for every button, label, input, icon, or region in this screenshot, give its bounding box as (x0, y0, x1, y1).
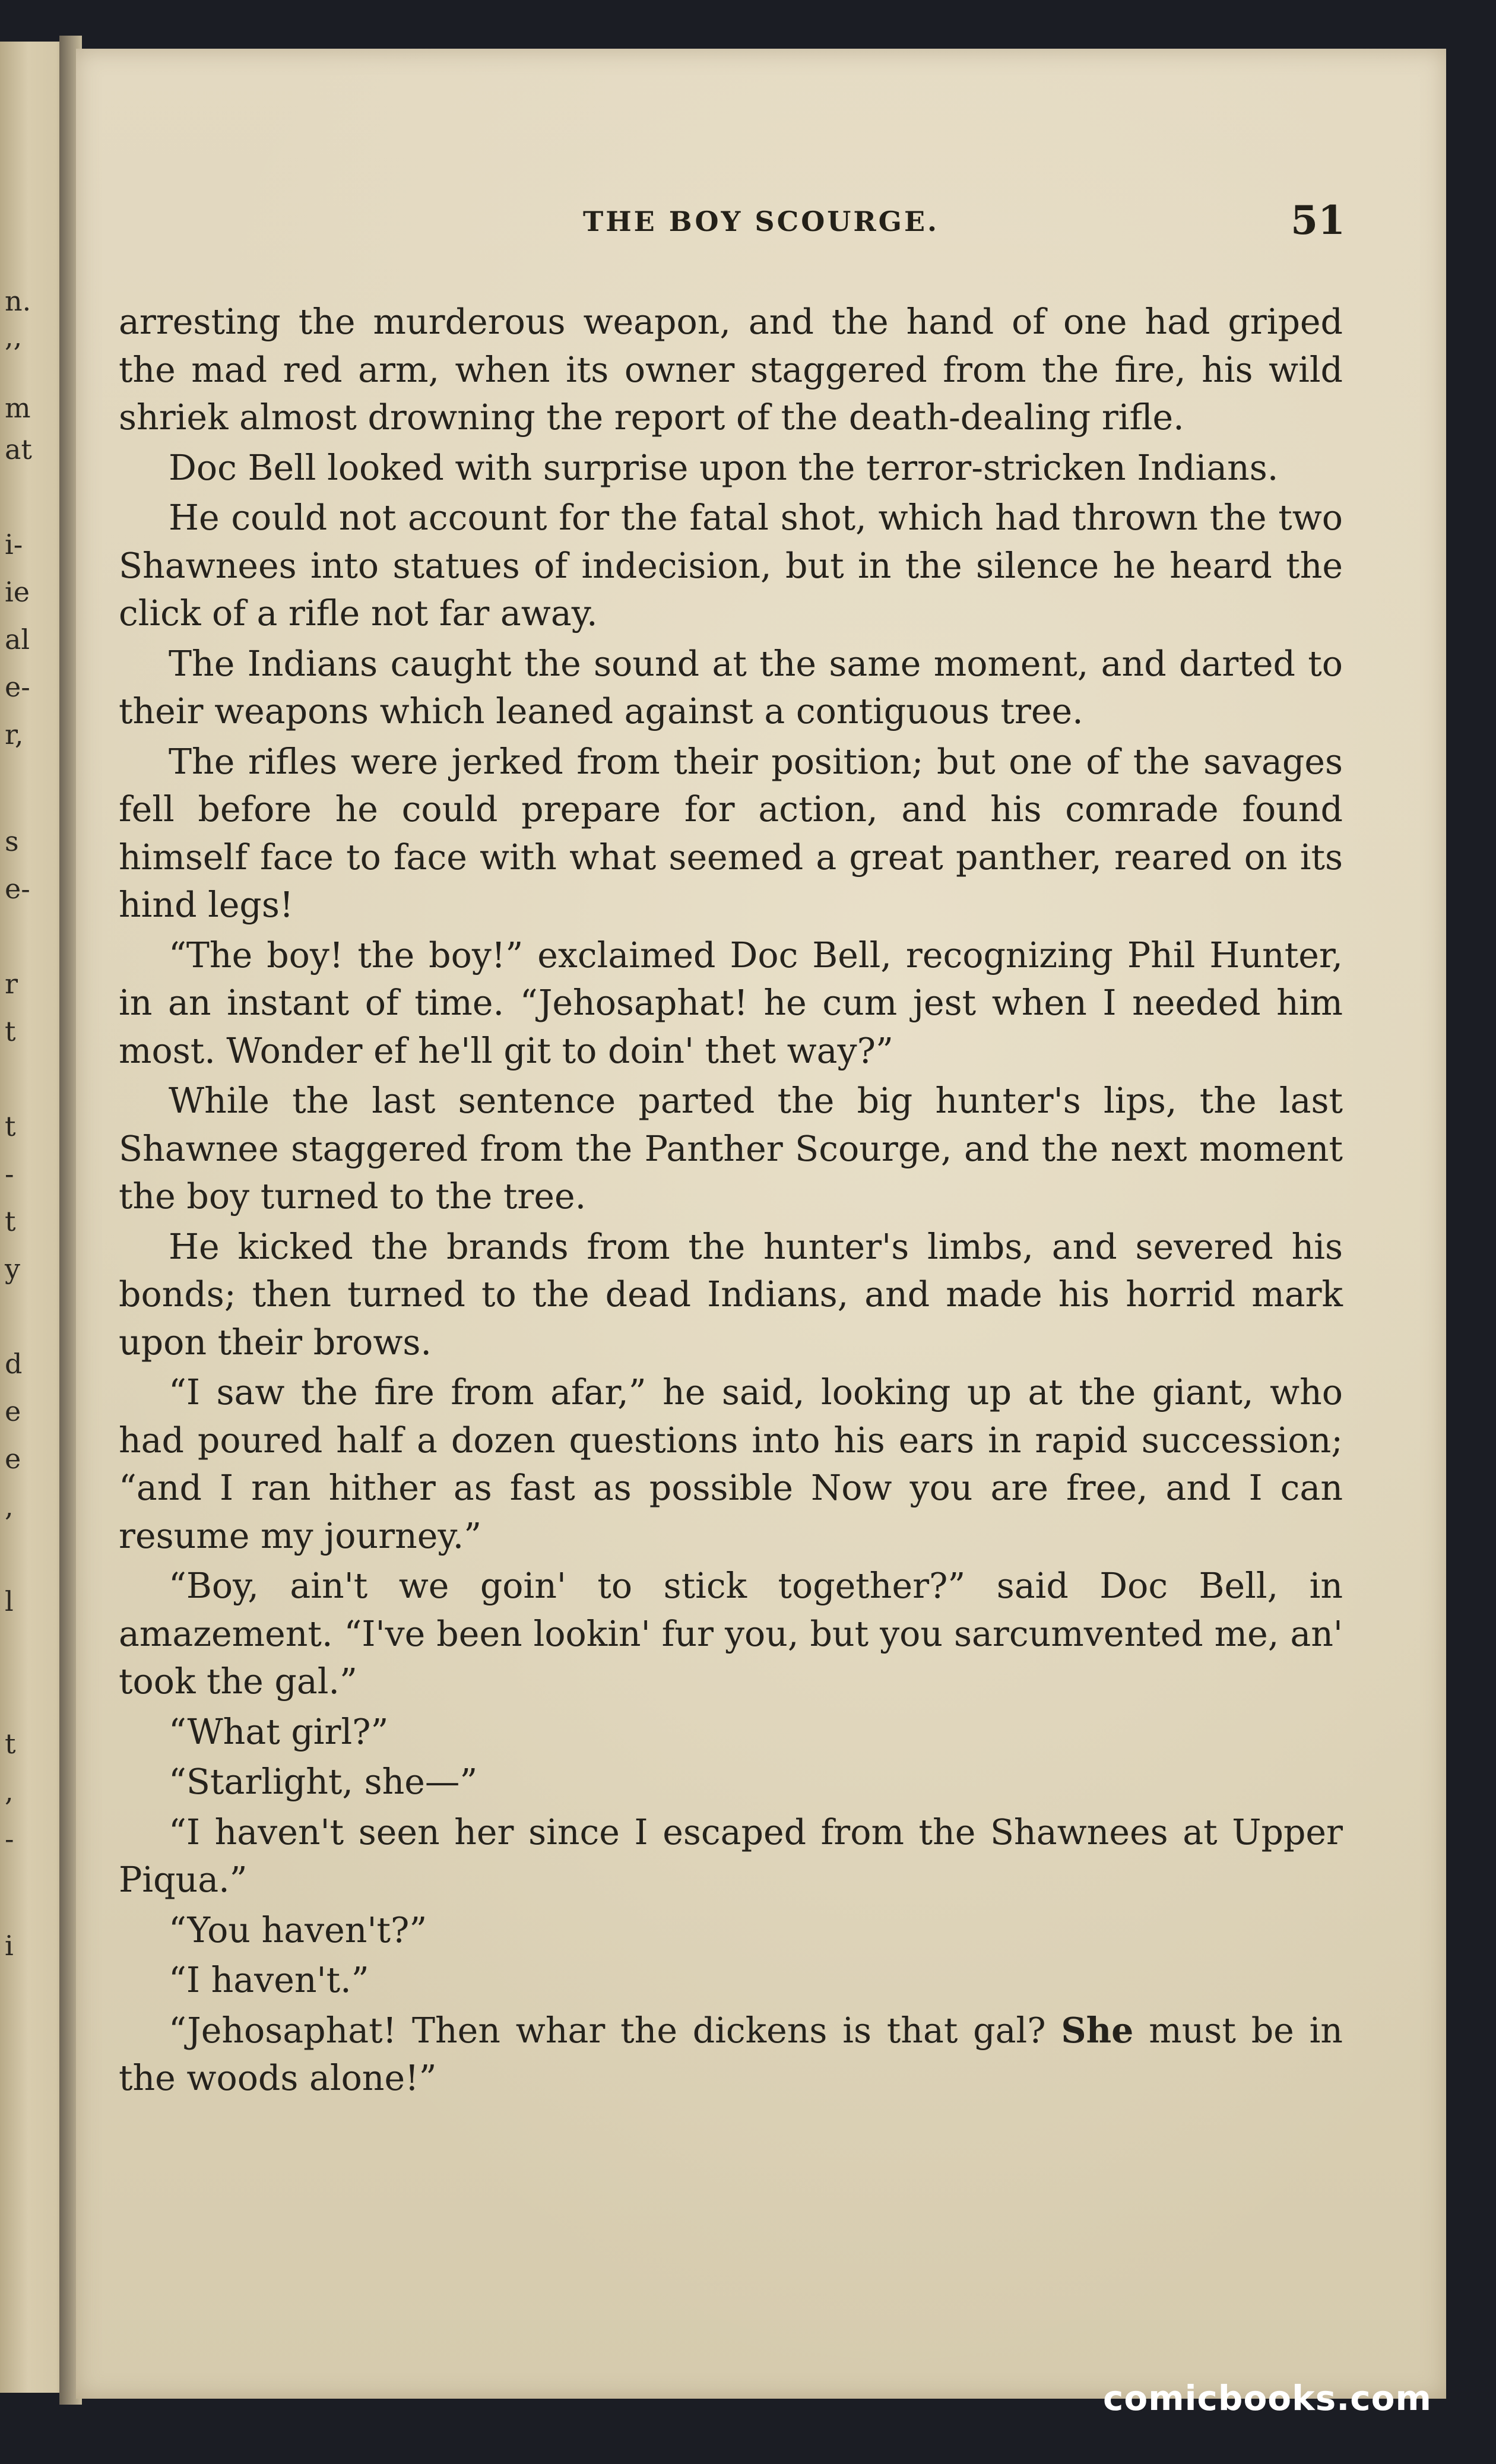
paragraph: Doc Bell looked with surprise upon the terror-stricken Indians. (169, 447, 1279, 488)
paragraph: The rifles were jerked from their position; but one of the savages fell before he could prepare for action, and his comrade found himself face to face with what seemed a great panther, reared on its hind legs! (119, 741, 1343, 925)
left-page-fragment: ,, (5, 321, 23, 353)
paragraph: “The boy! the boy!” exclaimed Doc Bell, recognizing Phil Hunter, in an instant of time. “Jehosaphat! he cum jest when I needed him most. Wonder ef he'll git to doin' thet way?” (119, 935, 1343, 1071)
paragraph: The Indians caught the sound at the same moment, and darted to their weapons which leaned against a contiguous tree. (119, 643, 1343, 731)
left-page-fragment: , (5, 1775, 14, 1807)
left-page-fragment: l (5, 1585, 14, 1617)
left-page-fragment: ie (5, 576, 30, 608)
left-page-fragment: i (5, 1930, 14, 1962)
page-body-text (119, 298, 1343, 2105)
left-page-fragment: t (5, 1015, 16, 1047)
left-page-fragment: at (5, 433, 32, 465)
left-page-fragment: , (5, 1490, 14, 1522)
running-head: THE BOY SCOURGE. (582, 205, 940, 237)
paragraph: “I saw the fire from afar,” he said, looking up at the giant, who had poured half a dozen questions into his ears in rapid succession; “and I ran hither as fast as possible Now you are free, and I can resume my journey.” (119, 1372, 1343, 1556)
left-page-fragment: s (5, 825, 19, 857)
paragraph-last (119, 2007, 1343, 2102)
left-page-fragment: e- (5, 873, 30, 905)
paragraph: “Boy, ain't we goin' to stick together?” said Doc Bell, in amazement. “I've been lookin' fur you, but you sarcumvented me, an' took the gal.” (119, 1566, 1343, 1702)
paragraph-last-start: “Jehosaphat! Then whar the dickens is that gal? (169, 2010, 1046, 2051)
paragraph: arresting the murderous weapon, and the hand of one had griped the mad red arm, when its owner staggered from the fire, his wild shriek almost drowning the report of the death-dealing rifle. (119, 302, 1343, 438)
left-page-fragment: e (5, 1443, 21, 1475)
page-header (76, 197, 1446, 251)
left-page-fragment: t (5, 1728, 16, 1760)
paragraph-last-bold: She (1061, 2009, 1134, 2051)
paragraph-last-tail: must be in the woods alone!” (119, 2010, 1343, 2098)
paragraph: “You haven't?” (169, 1909, 427, 1950)
watermark-logo: comicbooks.com (1103, 2378, 1432, 2418)
left-page-fragment: r (5, 968, 18, 1000)
left-page-fragment: y (5, 1253, 20, 1285)
left-page-fragment: m (5, 392, 31, 424)
paragraph: “I haven't seen her since I escaped from the Shawnees at Upper Piqua.” (119, 1811, 1343, 1900)
paragraph: “I haven't.” (169, 1960, 369, 2000)
left-page-fragment: t (5, 1110, 16, 1142)
paragraph: “What girl?” (169, 1711, 389, 1752)
paragraph: He could not account for the fatal shot, which had thrown the two Shawnees into statues of indecision, but in the silence he heard the click of a rifle not far away. (119, 498, 1343, 634)
left-page-fragment: - (5, 1823, 14, 1855)
paragraph: He kicked the brands from the hunter's limbs, and severed his bonds; then turned to the dead Indians, and made his horrid mark upon their brows. (119, 1226, 1343, 1363)
left-page-fragment: r, (5, 718, 24, 750)
left-page-fragment: e- (5, 671, 30, 703)
left-page-fragment: - (5, 1158, 14, 1190)
left-page-fragment: al (5, 623, 30, 655)
left-page-fragment: t (5, 1205, 16, 1237)
left-page-fragment: n. (5, 285, 31, 317)
book-page (76, 49, 1446, 2399)
paragraph: “Starlight, she—” (169, 1762, 478, 1802)
paragraph: While the last sentence parted the big hunter's lips, the last Shawnee staggered from the Panther Scourge, and the next moment the boy turned to the tree. (119, 1081, 1343, 1217)
left-page-fragment: d (5, 1348, 23, 1380)
page-number: 51 (1291, 197, 1345, 243)
left-page-fragment: e (5, 1395, 21, 1427)
left-page-fragment: i- (5, 528, 23, 560)
